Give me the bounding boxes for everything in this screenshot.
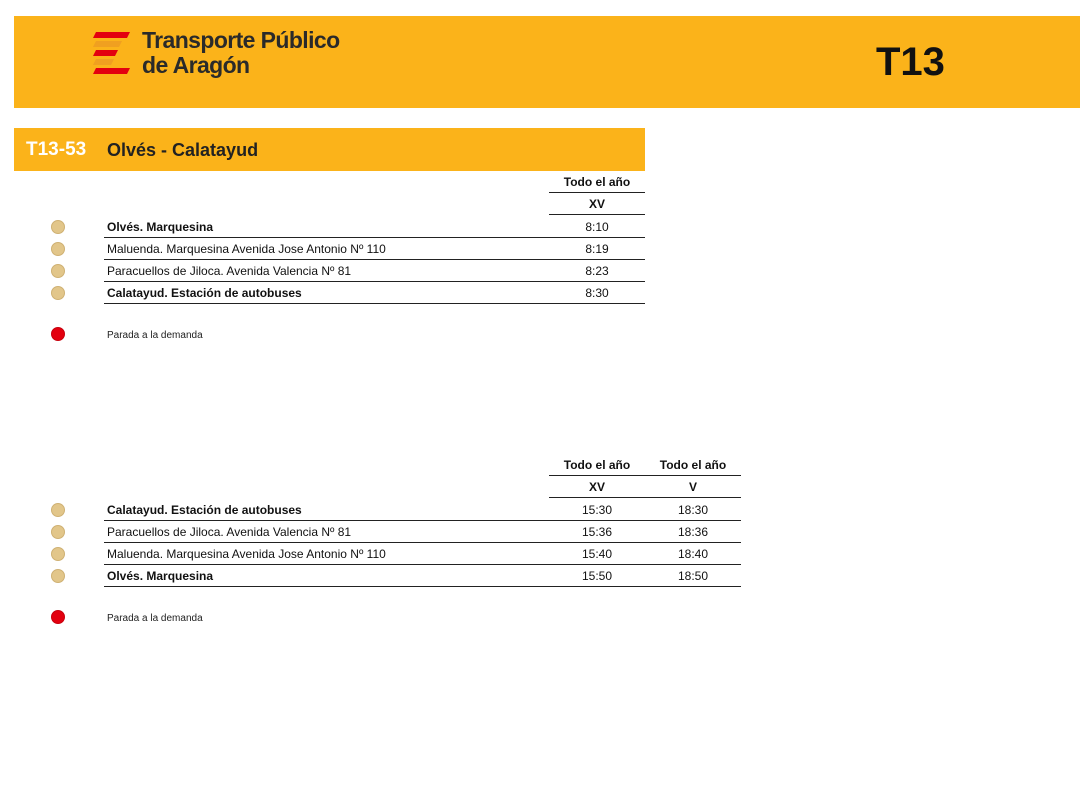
stop-time: 15:50 [549,565,645,587]
return-period-1: Todo el año [645,455,741,476]
aragon-logo-icon [92,30,130,74]
outbound-days-0: XV [549,194,645,215]
stop-dot-icon [51,286,65,300]
return-timetable [0,455,760,595]
return-days-0: XV [549,477,645,498]
stop-name: Calatayud. Estación de autobuses [104,499,549,521]
brand-line-1: Transporte Público [142,27,340,53]
page-header [14,16,1080,108]
stop-dot-icon [51,547,65,561]
stop-name: Maluenda. Marquesina Avenida Jose Antonio Nº 110 [104,543,549,565]
outbound-period-0: Todo el año [549,172,645,193]
stop-time: 15:36 [549,521,645,543]
route-title-bar [14,128,645,171]
stop-time: 18:36 [645,521,741,543]
route-name: Olvés - Calatayud [107,140,259,160]
stop-name: Olvés. Marquesina [104,565,549,587]
stop-time: 8:23 [549,260,645,282]
stop-time: 8:30 [549,282,645,304]
return-days-1: V [645,477,741,498]
stop-name: Calatayud. Estación de autobuses [104,282,549,304]
legend-on-demand: Parada a la demanda [107,613,203,624]
stop-dot-icon [51,569,65,583]
on-demand-stop-icon [51,610,65,624]
route-id: T13-53 [26,139,87,160]
stop-time: 18:50 [645,565,741,587]
stop-time: 18:40 [645,543,741,565]
stop-name: Maluenda. Marquesina Avenida Jose Antonio Nº 110 [104,238,549,260]
stop-time: 15:30 [549,499,645,521]
line-code: T13 [876,40,945,84]
stop-dot-icon [51,264,65,278]
outbound-timetable [0,172,660,312]
brand-name [142,28,340,78]
stop-time: 8:10 [549,216,645,238]
on-demand-stop-icon [51,327,65,341]
stop-time: 18:30 [645,499,741,521]
stop-dot-icon [51,242,65,256]
stop-dot-icon [51,503,65,517]
stop-name: Paracuellos de Jiloca. Avenida Valencia Nº 81 [104,521,549,543]
stop-name: Olvés. Marquesina [104,216,549,238]
stop-time: 8:19 [549,238,645,260]
brand-line-2: de Aragón [142,52,250,78]
stop-name: Paracuellos de Jiloca. Avenida Valencia Nº 81 [104,260,549,282]
stop-dot-icon [51,525,65,539]
stop-dot-icon [51,220,65,234]
legend-on-demand: Parada a la demanda [107,330,203,341]
stop-time: 15:40 [549,543,645,565]
return-period-0: Todo el año [549,455,645,476]
